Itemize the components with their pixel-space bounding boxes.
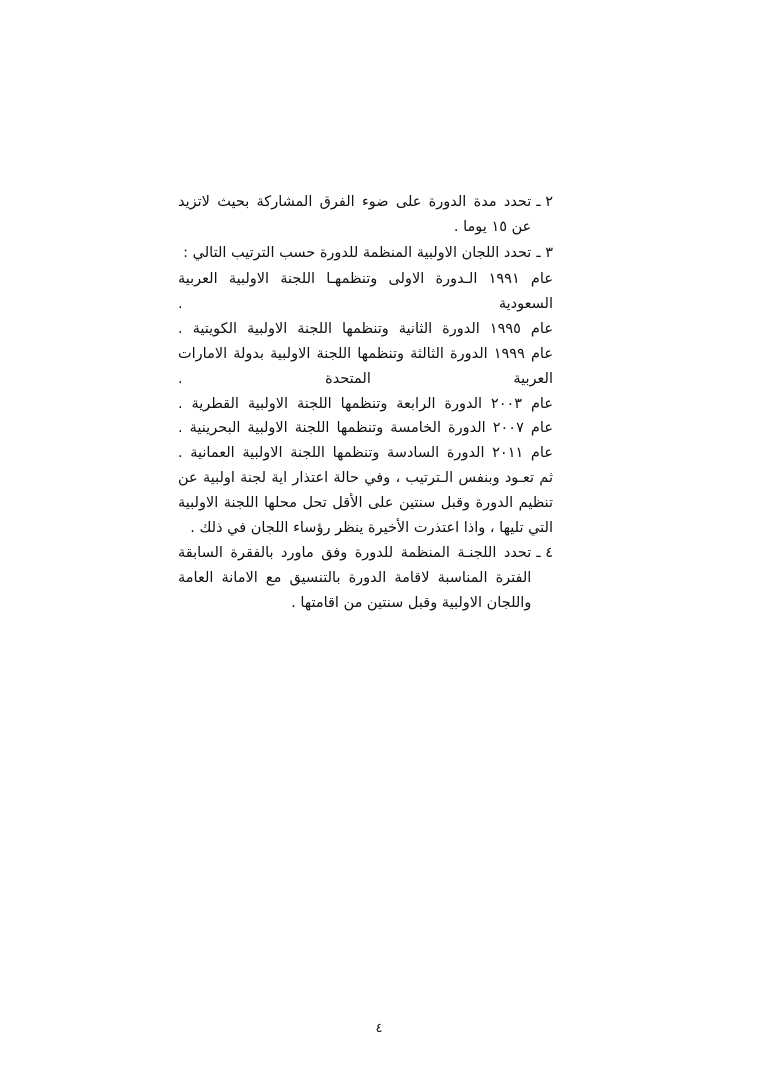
list-item xyxy=(178,541,553,616)
paragraph: عام ١٩٩٥ الدورة الثانية وتنظمها اللجنة الاولبية الكويتية . xyxy=(178,320,553,337)
paragraph: عام ١٩٩٩ الدورة الثالثة وتنظمها اللجنة الاولبية بدولة الامارات العربية المتحدة . xyxy=(178,345,553,387)
paragraph: عام ٢٠٠٧ الدورة الخامسة وتنظمها اللجنة الاولبية البحرينية . xyxy=(178,420,553,437)
page-number: ٤ xyxy=(375,1021,383,1036)
paragraph: ثم تعـود وبنفس الـترتيب ، وفي حالة اعتذار اية لجنة اولبية عن تنظيم الدورة وقبل سنتين على الأقل تحل محلها اللجنة الاولبية التي تليها ، واذا اعتذرت الأخيرة ينظر رؤساء اللجان في ذلك . xyxy=(178,470,553,537)
document-body xyxy=(178,190,553,617)
list-marker: ٣ ـ xyxy=(536,244,553,261)
list-item-text: تحدد مدة الدورة على ضوء الفرق المشاركة بحيث لاتزيد عن ١٥ يوما . xyxy=(178,194,532,235)
list-item-text: تحدد اللجنـة المنظمة للدورة وفق ماورد بالفقرة السابقة الفترة المناسبة لاقامة الدورة بالتنسيق مع الامانة العامة واللجان الاولبية وقبل سنتين من اقامتها . xyxy=(178,545,532,611)
list-item xyxy=(178,241,553,266)
list-marker: ٤ ـ xyxy=(536,545,553,562)
paragraph: عام ١٩٩١ الـدورة الاولى وتنظمهـا اللجنة الاولبية العربية السعودية . xyxy=(178,270,553,312)
paragraph: عام ٢٠٠٣ الدورة الرابعة وتنظمها اللجنة الاولبية القطرية . xyxy=(178,395,553,412)
list-item xyxy=(178,190,553,240)
paragraph: عام ٢٠١١ الدورة السادسة وتنظمها اللجنة الاولبية العمانية . xyxy=(178,445,553,462)
list-marker: ٢ ـ xyxy=(536,194,553,210)
list-item-text: تحدد اللجان الاولبية المنظمة للدورة حسب الترتيب التالي : xyxy=(183,244,532,261)
